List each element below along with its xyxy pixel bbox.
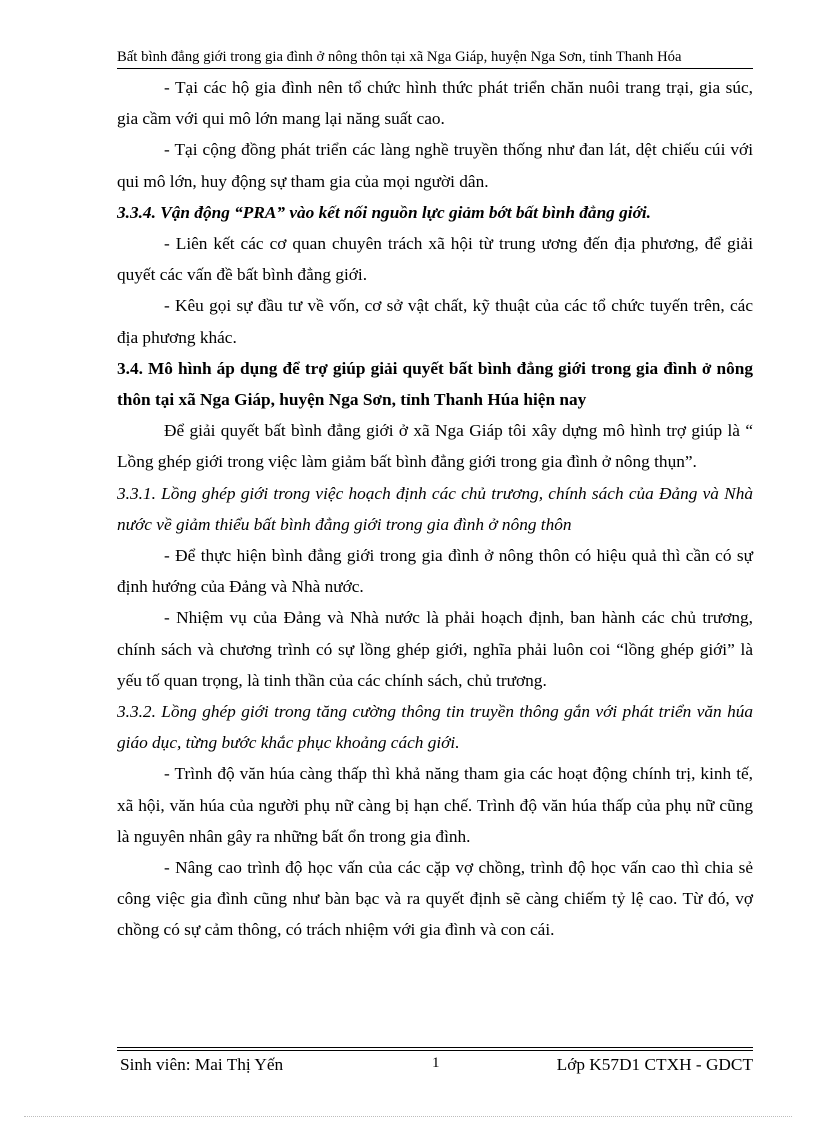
page-boundary	[24, 1116, 792, 1117]
paragraph: - Kêu gọi sự đầu tư về vốn, cơ sở vật chất, kỹ thuật của các tổ chức tuyến trên, các địa phương khác.	[117, 296, 753, 347]
paragraph: Để giải quyết bất bình đẳng giới ở xã Nga Giáp tôi xây dựng mô hình trợ giúp là “ Lồng ghép giới trong việc làm giảm bất bình đẳng giới trong gia đình ở nông thụn”.	[117, 421, 753, 472]
section-heading-3-4: 3.4. Mô hình áp dụng để trợ giúp giải quyết bất bình đẳng giới trong gia đình ở nông thôn tại xã Nga Giáp, huyện Nga Sơn, tỉnh Thanh Húa hiện nay	[117, 358, 753, 410]
paragraph: - Trình độ văn húa càng thấp thì khả năng tham gia các hoạt động chính trị, kinh tế, xã hội, văn húa của người phụ nữ càng bị hạn chế. Trình độ văn húa thấp của phụ nữ cũng là nguyên nhân gây ra những bất ổn trong gia đình.	[117, 764, 753, 846]
page-footer	[117, 1055, 753, 1079]
section-heading-3-3-4: 3.3.4. Vận động “PRA” vào kết nối nguồn lực giảm bớt bất bình đẳng giới.	[117, 202, 651, 222]
paragraph: - Để thực hiện bình đẳng giới trong gia đình ở nông thôn có hiệu quả thì cần có sự định hướng của Đảng và Nhà nước.	[117, 546, 753, 597]
footer-rule-bottom	[117, 1050, 753, 1051]
section-heading-3-3-2: 3.3.2. Lồng ghép giới trong tăng cường thông tin truyền thông gắn với phát triển văn húa giáo dục, từng bước khắc phục khoảng cách giới.	[117, 702, 753, 753]
paragraph: - Tại các hộ gia đình nên tổ chức hình thức phát triển chăn nuôi trang trại, gia súc, gia cầm với qui mô lớn mang lại năng suất cao.	[117, 78, 753, 129]
section-heading-3-3-1: 3.3.1. Lồng ghép giới trong việc hoạch định các chủ trương, chính sách của Đảng và Nhà nước về giảm thiểu bất bình đẳng giới trong gia đình ở nông thôn	[117, 483, 753, 534]
page-number: 1	[432, 1055, 440, 1071]
paragraph: - Nhiệm vụ của Đảng và Nhà nước là phải hoạch định, ban hành các chủ trương, chính sách và chương trình có sự lồng ghép giới, nghĩa phải luôn coi “lồng ghép giới” là yếu tố quan trọng, là tinh thần của các chính sách, chủ trương.	[117, 608, 753, 690]
class-label: Lớp K57D1 CTXH - GDCT	[556, 1055, 753, 1074]
student-name: Sinh viên: Mai Thị Yến	[120, 1055, 284, 1074]
running-header: Bất bình đẳng giới trong gia đình ở nông thôn tại xã Nga Giáp, huyện Nga Sơn, tỉnh Thanh Hóa	[117, 49, 682, 65]
paragraph: - Nâng cao trình độ học vấn của các cặp vợ chồng, trình độ học vấn cao thì chia sẻ công việc gia đình cũng như bàn bạc và ra quyết định sẽ càng chiếm tỷ lệ cao. Từ đó, vợ chồng có sự cảm thông, có trách nhiệm với gia đình và con cái.	[117, 858, 753, 940]
footer-rule-top	[117, 1047, 753, 1048]
paragraph: - Liên kết các cơ quan chuyên trách xã hội từ trung ương đến địa phương, để giải quyết các vấn đề bất bình đẳng giới.	[117, 234, 753, 285]
body-text	[117, 72, 753, 946]
paragraph: - Tại cộng đồng phát triển các làng nghề truyền thống như đan lát, dệt chiếu cúi với qui mô lớn, huy động sự tham gia của mọi người dân.	[117, 140, 753, 191]
header-rule	[117, 68, 753, 69]
